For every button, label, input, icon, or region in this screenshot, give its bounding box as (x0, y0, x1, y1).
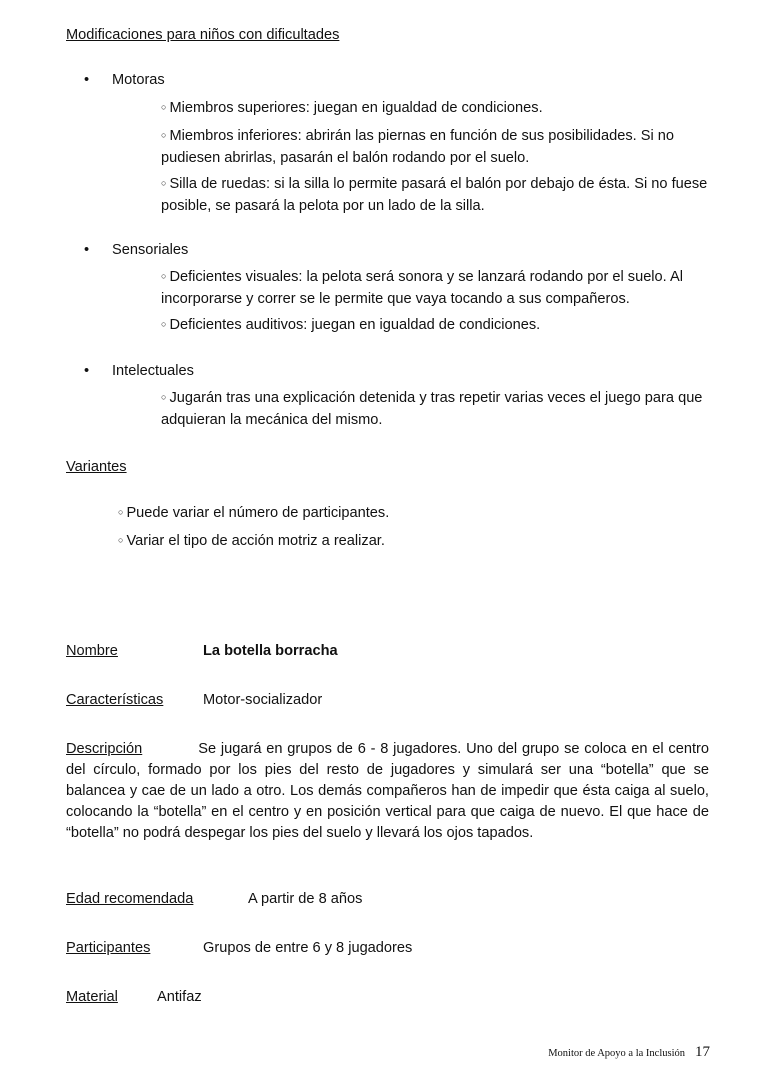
field-material (66, 988, 202, 1006)
bullet-icon: • (84, 242, 90, 258)
field-label: Material (66, 989, 118, 1005)
group-label: Sensoriales (112, 242, 189, 258)
circle-bullet-icon: ○ (118, 535, 124, 545)
bullet-icon: • (84, 363, 90, 379)
group-sensoriales (84, 241, 188, 259)
circle-bullet-icon: ○ (161, 178, 167, 188)
field-caracteristicas (66, 691, 323, 709)
list-item: ○ Deficientes auditivos: juegan en igualdad de condiciones. (161, 314, 711, 337)
list-item: ○ Deficientes visuales: la pelota será sonora y se lanzará rodando por el suelo. Al incorporarse y correr se le permite que vaya tocando a sus compañeros. (161, 266, 711, 310)
circle-bullet-icon: ○ (161, 392, 167, 402)
description-text: Se jugará en grupos de 6 - 8 jugadores. Uno del grupo se coloca en el centro del círculo, formado por los pies del resto de jugadores y simulará ser una “botella” que se balancea y cae de un lado a otro. Los demás compañeros han de impedir que ésta caiga al suelo, colocando la “botella” en el centro y en posición vertical para que caiga de nuevo. El que hace de “botella” no podrá despegar los pies del suelo y llevará los ojos tapados. (66, 741, 709, 842)
list-item: ○ Miembros inferiores: abrirán las piernas en función de sus posibilidades. Si no pudiesen abrirlas, pasarán el balón rodando por el suelo. (161, 125, 711, 169)
circle-bullet-icon: ○ (161, 319, 167, 329)
variant-item: ○ Puede variar el número de participantes. (118, 505, 390, 521)
field-label: Participantes (66, 940, 151, 956)
group-label: Intelectuales (112, 363, 194, 379)
game-name: La botella borracha (203, 643, 338, 659)
field-label: Descripción (66, 741, 143, 757)
page-number: 17 (695, 1044, 710, 1060)
field-value: Antifaz (157, 989, 202, 1005)
variant-item: ○ Variar el tipo de acción motriz a realizar. (118, 533, 385, 549)
field-participantes (66, 939, 413, 957)
modifications-heading: Modificaciones para niños con dificultades (66, 27, 340, 43)
circle-bullet-icon: ○ (161, 130, 167, 140)
page-footer (548, 1044, 710, 1061)
footer-title: Monitor de Apoyo a la Inclusión (548, 1048, 685, 1059)
list-item: ○ Miembros superiores: juegan en igualdad de condiciones. (161, 97, 711, 120)
field-value: A partir de 8 años (248, 891, 363, 907)
circle-bullet-icon: ○ (118, 507, 124, 517)
field-label: Edad recomendada (66, 891, 194, 907)
field-descripcion (66, 739, 709, 844)
field-label: Características (66, 692, 164, 708)
list-item: ○ Jugarán tras una explicación detenida y tras repetir varias veces el juego para que adquieran la mecánica del mismo. (161, 387, 711, 431)
circle-bullet-icon: ○ (161, 102, 167, 112)
list-item: ○ Silla de ruedas: si la silla lo permite pasará el balón por debajo de ésta. Si no fuese posible, se pasará la pelota por un lado de la silla. (161, 173, 711, 217)
group-motoras (84, 71, 165, 89)
field-value: Motor-socializador (203, 692, 323, 708)
field-nombre (66, 642, 338, 660)
bullet-icon: • (84, 72, 90, 88)
circle-bullet-icon: ○ (161, 271, 167, 281)
field-edad (66, 890, 363, 908)
field-label: Nombre (66, 643, 118, 659)
group-intelectuales (84, 362, 194, 380)
variants-heading: Variantes (66, 459, 127, 475)
field-value: Grupos de entre 6 y 8 jugadores (203, 940, 413, 956)
group-label: Motoras (112, 72, 165, 88)
